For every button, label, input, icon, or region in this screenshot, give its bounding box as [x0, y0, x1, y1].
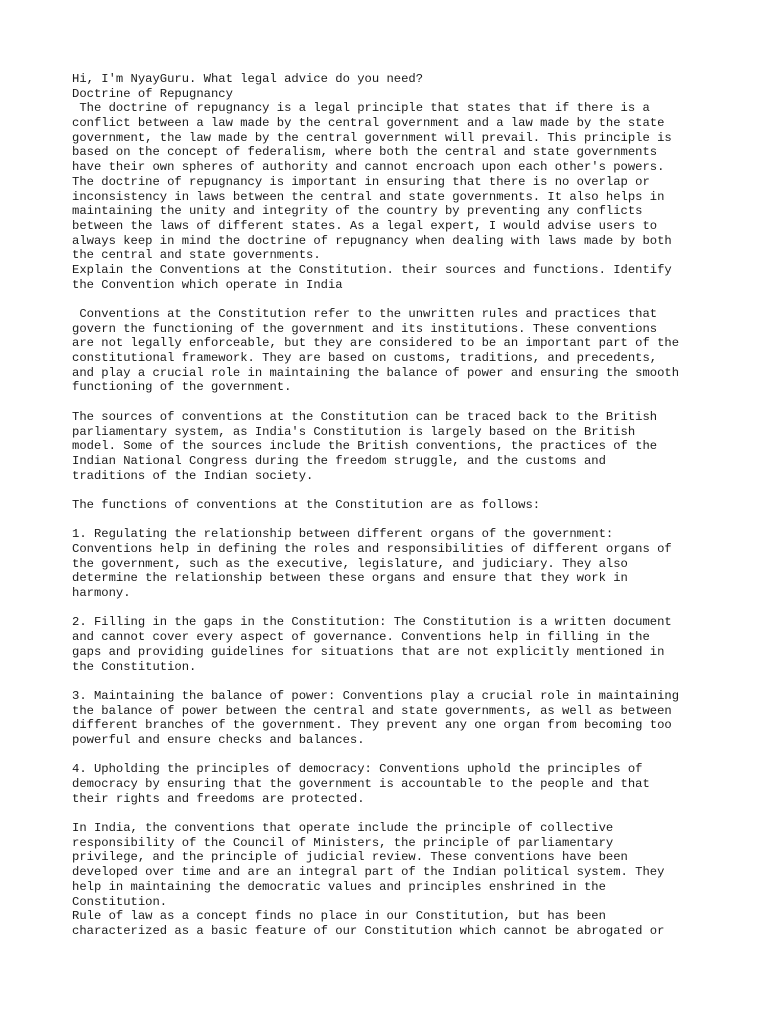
- blank-line: [72, 483, 712, 498]
- text-line: between the laws of different states. As a legal expert, I would advise users to: [72, 218, 658, 233]
- text-line: are not legally enforceable, but they are considered to be an important part of the: [72, 336, 680, 351]
- text-line: In India, the conventions that operate include the principle of collective: [72, 821, 614, 836]
- blank-line: [72, 748, 712, 763]
- text-line: the Constitution.: [72, 659, 197, 674]
- text-line: determine the relationship between these organs and ensure that they work in: [72, 571, 628, 586]
- text-line: gaps and providing guidelines for situations that are not explicitly mentioned in: [72, 644, 665, 659]
- text-line: 1. Regulating the relationship between different organs of the government:: [72, 527, 614, 542]
- text-line: govern the functioning of the government and its institutions. These conventions: [72, 321, 658, 336]
- text-line: based on the concept of federalism, where both the central and state governments: [72, 145, 658, 160]
- text-line: constitutional framework. They are based on customs, traditions, and precedents,: [72, 351, 658, 366]
- text-line: Rule of law as a concept finds no place in our Constitution, but has been: [72, 909, 606, 924]
- text-line: and cannot cover every aspect of governance. Conventions help in filling in the: [72, 630, 650, 645]
- document-page: [72, 72, 712, 939]
- blank-line: [72, 395, 712, 410]
- blank-line: [72, 674, 712, 689]
- text-line: functioning of the government.: [72, 380, 292, 395]
- text-line: Indian National Congress during the freedom struggle, and the customs and: [72, 453, 606, 468]
- text-line: government, the law made by the central government will prevail. This principle is: [72, 130, 672, 145]
- text-line: model. Some of the sources include the British conventions, the practices of the: [72, 439, 658, 454]
- text-line: Explain the Conventions at the Constitution. their sources and functions. Identify: [72, 262, 672, 277]
- text-line: 2. Filling in the gaps in the Constitution: The Constitution is a written document: [72, 615, 672, 630]
- text-line: Conventions help in defining the roles and responsibilities of different organs of: [72, 542, 672, 556]
- text-line: The sources of conventions at the Constitution can be traced back to the British: [72, 409, 658, 424]
- text-line: Conventions at the Constitution refer to the unwritten rules and practices that: [72, 307, 658, 321]
- text-line: and play a crucial role in maintaining the balance of power and ensuring the smooth: [72, 365, 680, 380]
- text-line: have their own spheres of authority and cannot encroach upon each other's powers.: [72, 160, 665, 175]
- text-line: the balance of power between the central and state governments, as well as between: [72, 703, 672, 718]
- blank-line: [72, 806, 712, 821]
- blank-line: [72, 292, 712, 307]
- text-line: harmony.: [72, 586, 131, 601]
- text-line: developed over time and are an integral part of the Indian political system. They: [72, 865, 665, 880]
- text-line: different branches of the government. They prevent any one organ from becoming too: [72, 718, 672, 733]
- text-line: traditions of the Indian society.: [72, 468, 314, 483]
- text-line: the central and state governments.: [72, 248, 321, 263]
- text-line: 4. Upholding the principles of democracy: Conventions uphold the principles of: [72, 762, 643, 777]
- text-line: privilege, and the principle of judicial review. These conventions have been: [72, 850, 628, 865]
- text-line: Doctrine of Repugnancy: [72, 86, 233, 101]
- text-line: their rights and freedoms are protected.: [72, 791, 365, 806]
- text-line: help in maintaining the democratic values and principles enshrined in the: [72, 879, 606, 894]
- text-line: inconsistency in laws between the central and state governments. It also helps in: [72, 189, 665, 204]
- text-line: powerful and ensure checks and balances.: [72, 732, 365, 747]
- text-line: Constitution.: [72, 894, 168, 909]
- blank-line: [72, 513, 712, 528]
- text-line: always keep in mind the doctrine of repugnancy when dealing with laws made by both: [72, 233, 672, 248]
- blank-line: [72, 601, 712, 616]
- text-line: democracy by ensuring that the government is accountable to the people and that: [72, 777, 650, 791]
- text-line: The functions of conventions at the Constitution are as follows:: [72, 497, 541, 512]
- text-line: characterized as a basic feature of our Constitution which cannot be abrogated or: [72, 923, 665, 938]
- text-line: the government, such as the executive, legislature, and judiciary. They also: [72, 556, 628, 571]
- text-line: conflict between a law made by the central government and a law made by the state: [72, 116, 665, 131]
- text-line: 3. Maintaining the balance of power: Conventions play a crucial role in maintaining: [72, 688, 680, 703]
- text-line: the Convention which operate in India: [72, 277, 343, 292]
- text-line: Hi, I'm NyayGuru. What legal advice do you need?: [72, 72, 424, 86]
- text-line: responsibility of the Council of Ministers, the principle of parliamentary: [72, 835, 614, 850]
- text-line: The doctrine of repugnancy is important in ensuring that there is no overlap or: [72, 174, 650, 189]
- text-line: maintaining the unity and integrity of the country by preventing any conflicts: [72, 204, 643, 219]
- text-line: The doctrine of repugnancy is a legal principle that states that if there is a: [72, 101, 650, 116]
- text-line: parliamentary system, as India's Constitution is largely based on the British: [72, 424, 636, 439]
